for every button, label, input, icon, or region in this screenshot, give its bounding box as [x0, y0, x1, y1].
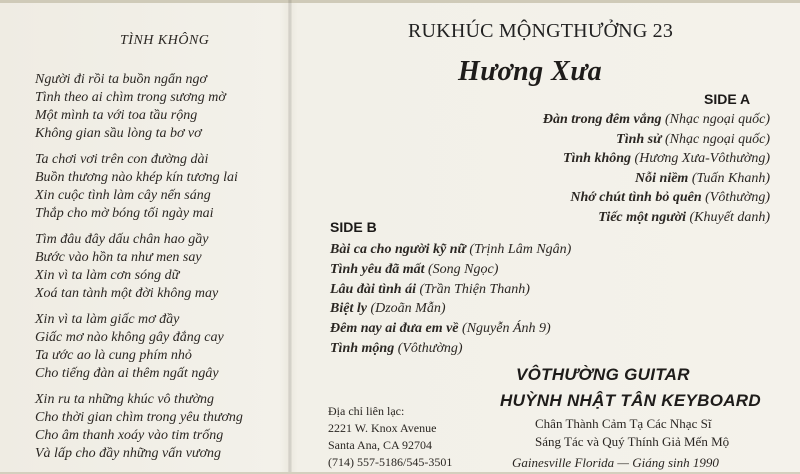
track-title: Lâu đài tình ái — [330, 281, 416, 297]
track-author: (Trịnh Lâm Ngân) — [469, 242, 572, 257]
track-author: (Trần Thiện Thanh) — [419, 281, 530, 297]
stanza — [35, 151, 285, 223]
lyric-line: Buồn thương nào khép kín tương lai — [35, 170, 238, 185]
track-title: Đàn trong đêm vắng — [542, 112, 662, 127]
thanks-note — [535, 415, 755, 451]
stanza — [35, 391, 285, 463]
track-author: (Nhạc ngoại quốc) — [665, 131, 770, 147]
contact-city: Santa Ana, CA 92704 — [328, 438, 432, 452]
footer-location-date: Gainesville Florida — Giáng sinh 1990 — [512, 455, 719, 470]
track-item — [350, 130, 770, 150]
track-item — [330, 260, 750, 280]
side-b-heading: SIDE B — [330, 219, 377, 235]
lyric-line: Tình theo ai chìm trong sương mờ — [35, 90, 226, 105]
lyric-line: Xin vì ta làm cơn sóng dữ — [35, 268, 180, 283]
track-author: (Vôthường) — [397, 340, 463, 356]
contact-street: 2221 W. Knox Avenue — [328, 421, 437, 435]
track-item — [330, 299, 750, 319]
lyric-line: Cho âm thanh xoáy vào tim trống — [35, 428, 224, 443]
lyric-line: Xoá tan tành một đời không may — [35, 286, 219, 301]
track-title: Biệt ly — [330, 301, 367, 317]
credit-keyboard: HUỲNH NHẬT TÂN KEYBOARD — [500, 391, 761, 410]
track-item — [350, 149, 770, 169]
track-item — [330, 319, 750, 339]
contact-label: Địa chỉ liên lạc: — [328, 404, 405, 418]
contact-phone: (714) 557-5186/545-3501 — [328, 455, 453, 469]
track-item — [350, 188, 770, 208]
lyric-line: Ta chơi vơi trên con đường dài — [35, 152, 209, 167]
track-title: Bài ca cho người kỹ nữ — [330, 242, 466, 257]
series-title: RUKHÚC MỘNGTHƯỞNG 23 — [408, 20, 674, 42]
lyric-line: Cho tiếng đàn ai thêm ngất ngây — [35, 366, 219, 381]
track-title: Tiếc một người — [598, 209, 687, 225]
contact-block — [328, 403, 452, 471]
credit-guitar: VÔTHƯỜNG GUITAR — [516, 365, 690, 384]
track-author: (Tuấn Khanh) — [691, 170, 770, 186]
poem-lyrics — [35, 71, 285, 471]
lyric-line: Xin ru ta những khúc vô thường — [35, 392, 215, 407]
poem-title: TÌNH KHÔNG — [120, 33, 210, 48]
panel-fold — [288, 0, 292, 474]
lyric-line: Người đi rồi ta buồn ngẩn ngơ — [35, 72, 207, 87]
stanza — [35, 311, 285, 383]
lyric-line: Một mình ta với toa tầu rộng — [35, 108, 198, 123]
track-author: (Nguyễn Ánh 9) — [462, 321, 551, 337]
track-title: Nhớ chút tình bỏ quên — [570, 190, 702, 205]
lyric-line: Ta ước ao là cung phím nhỏ — [35, 348, 192, 363]
track-item — [330, 339, 750, 359]
track-item — [330, 280, 750, 300]
lyric-line: Tìm đâu đây dấu chân hao gầy — [35, 232, 209, 247]
track-author: (Hương Xưa-Vôthường) — [634, 151, 770, 166]
lyric-line: Xin cuộc tình làm cây nến sáng — [35, 188, 211, 203]
track-title: Tình sử — [616, 131, 662, 147]
lyric-line: Và lấp cho đầy những vấn vương — [35, 446, 222, 461]
track-title: Nỗi niềm — [635, 170, 689, 186]
lyric-line: Xin vì ta làm giấc mơ đầy — [35, 312, 180, 327]
track-title: Đêm nay ai đưa em về — [330, 321, 459, 337]
track-author: (Song Ngọc) — [428, 261, 499, 277]
thanks-line: Sáng Tác và Quý Thính Giả Mến Mộ — [535, 434, 730, 449]
track-author: (Dzoãn Mẫn) — [370, 301, 446, 317]
track-item — [350, 169, 770, 189]
track-item — [330, 240, 750, 260]
lyric-line: Giấc mơ nào không gây đắng cay — [35, 330, 224, 345]
lyric-line: Không gian sầu lòng ta bơ vơ — [35, 126, 202, 141]
track-author: (Khuyết danh) — [689, 209, 770, 225]
track-item — [350, 208, 770, 228]
track-title: Tình yêu đã mất — [330, 261, 425, 277]
album-title: Hương Xưa — [458, 56, 603, 87]
track-author: (Vôthường) — [705, 190, 770, 205]
track-title: Tình mộng — [330, 340, 395, 356]
lyric-line: Bước vào hồn ta như men say — [35, 250, 202, 265]
lyric-line: Cho thời gian chìm trong yêu thương — [35, 410, 243, 425]
top-edge — [0, 0, 800, 3]
lyric-line: Thắp cho mờ bóng tối ngày mai — [35, 206, 214, 221]
thanks-line: Chân Thành Cảm Tạ Các Nhạc Sĩ — [535, 416, 712, 431]
side-a-heading: SIDE A — [704, 91, 751, 107]
side-b-tracklist — [330, 240, 750, 359]
stanza — [35, 71, 285, 143]
side-a-tracklist — [350, 110, 770, 227]
stanza — [35, 231, 285, 303]
track-author: (Nhạc ngoại quốc) — [665, 112, 770, 127]
track-item — [350, 110, 770, 130]
track-title: Tình không — [562, 151, 632, 166]
